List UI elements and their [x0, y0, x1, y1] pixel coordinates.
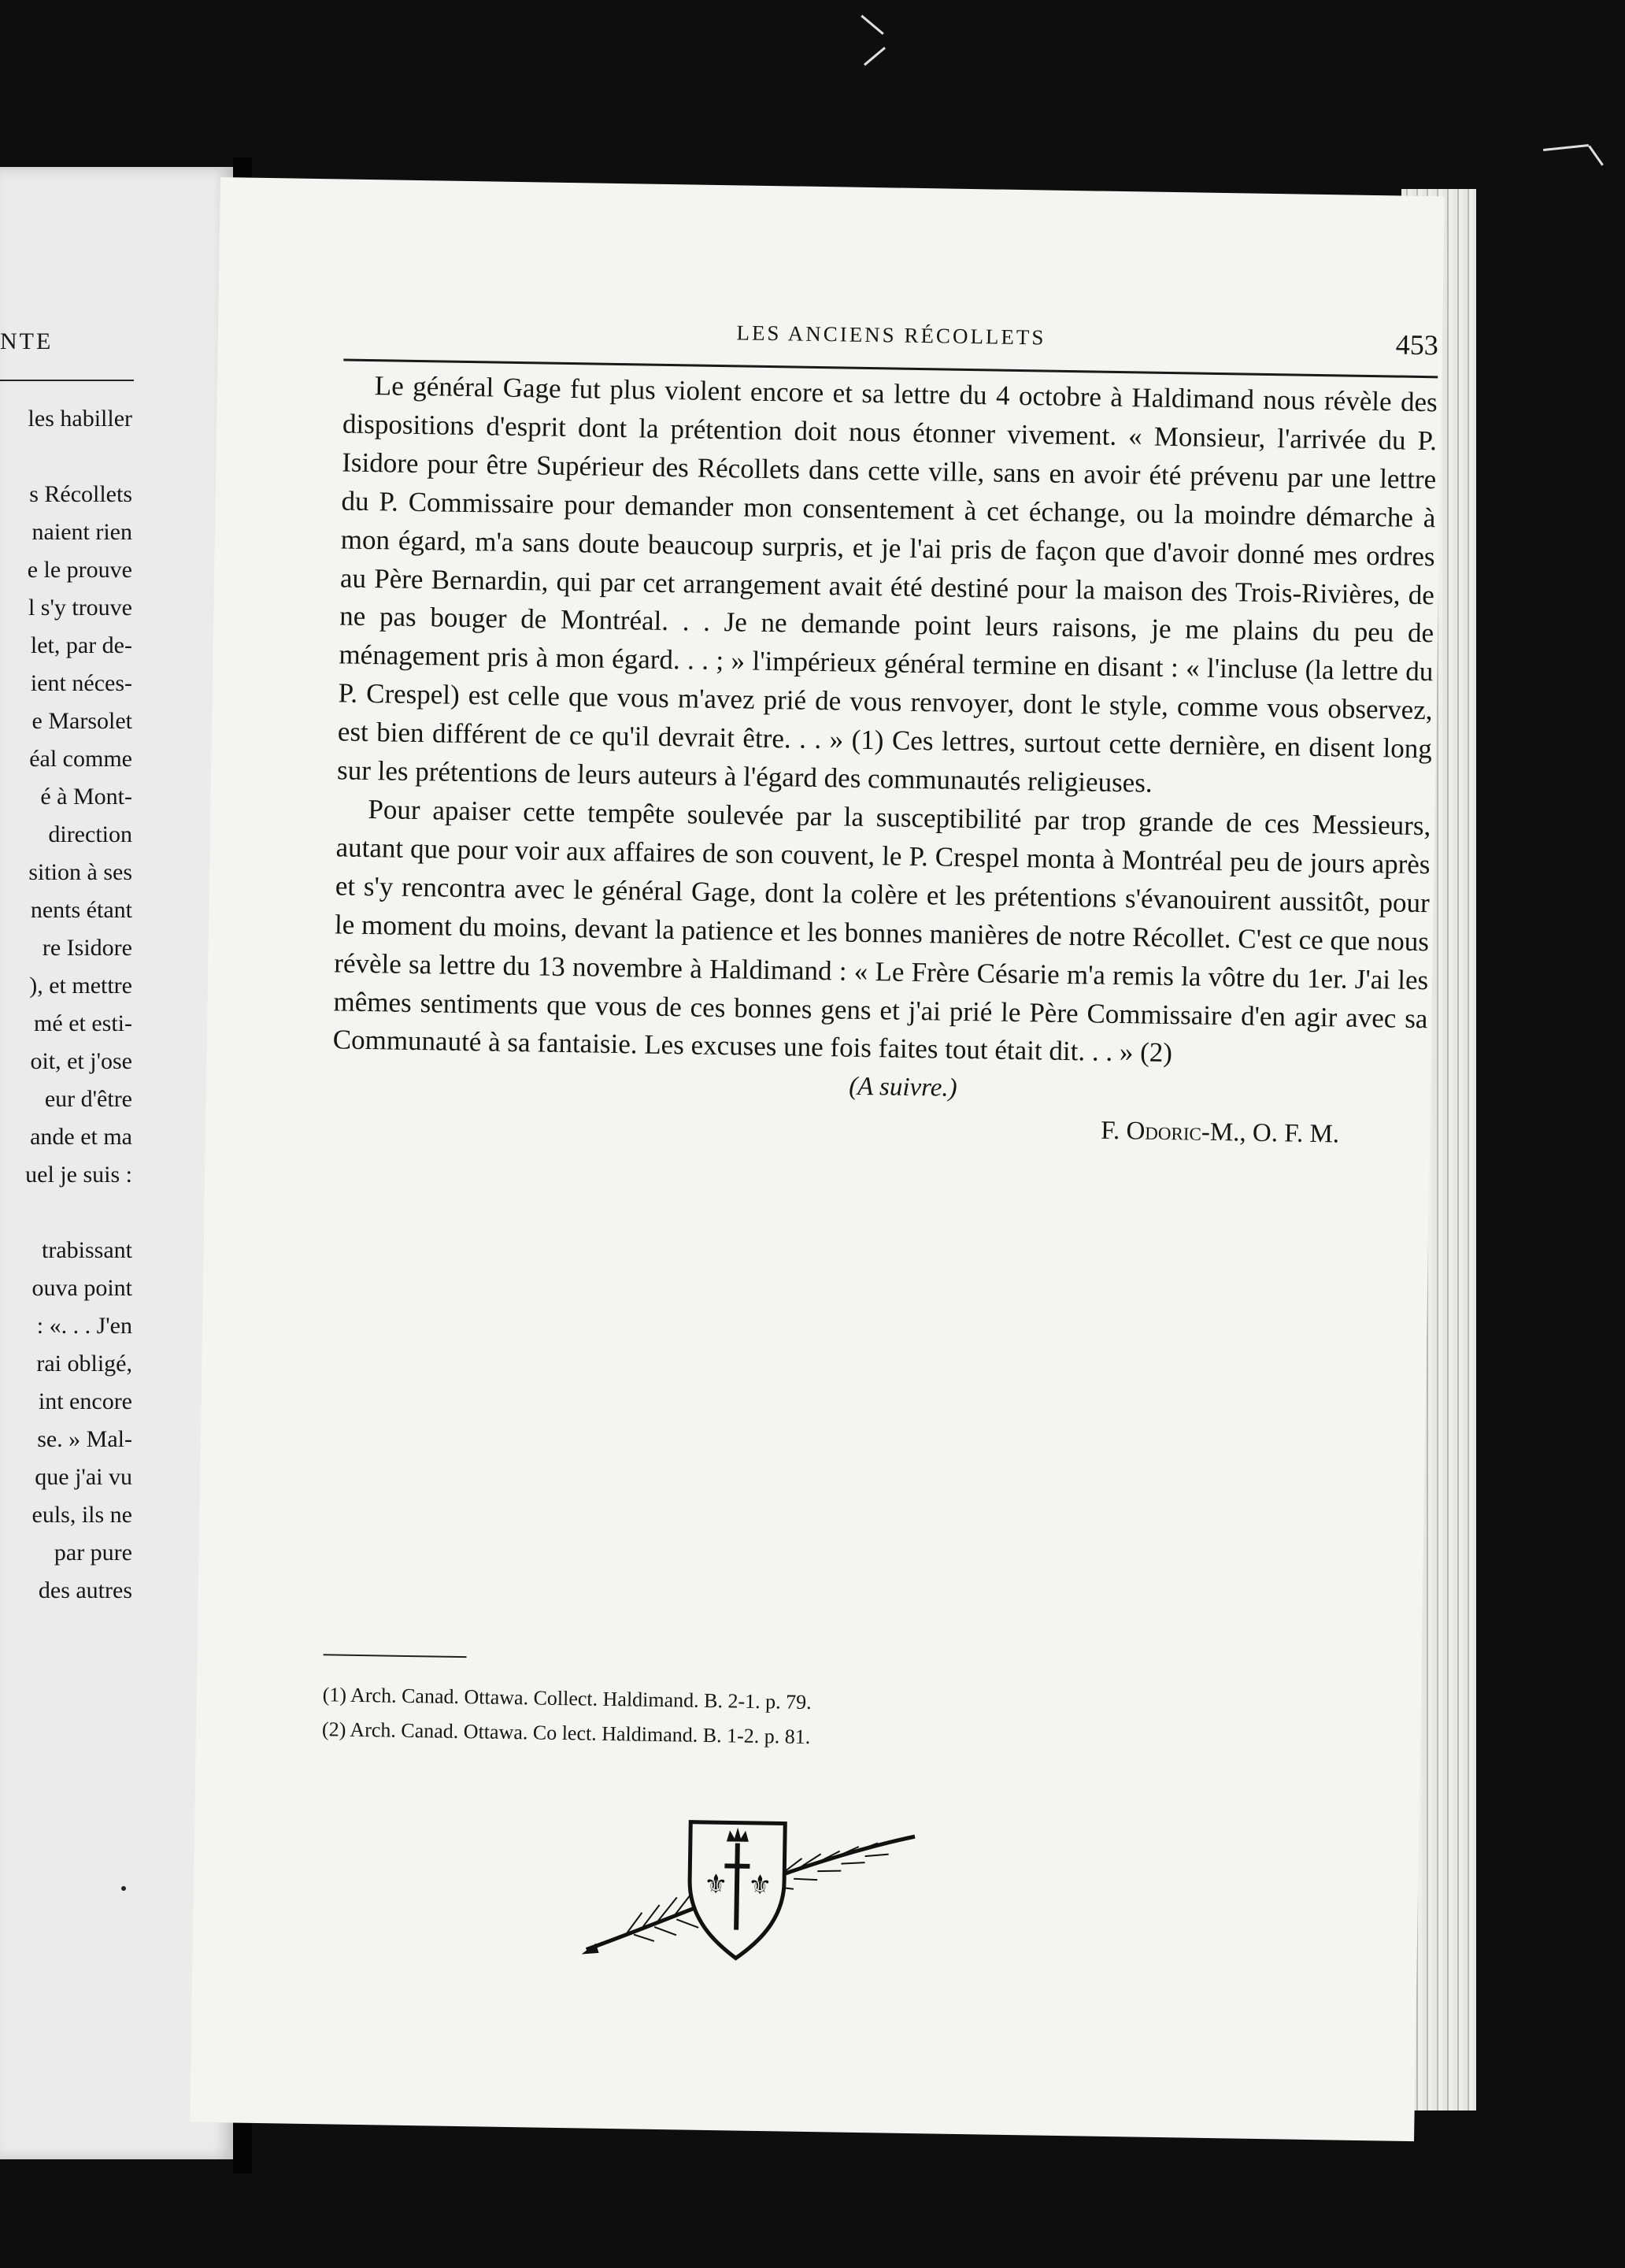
left-head-rule — [0, 380, 134, 381]
text-line: sition à ses — [28, 859, 132, 885]
text-line: direction — [48, 821, 132, 847]
text-line: eur d'être — [44, 1086, 132, 1112]
text-line: ), et mettre — [29, 973, 132, 999]
footnote: (2) Arch. Canad. Ottawa. Co lect. Haldimand. B. 1-2. p. 81. — [321, 1718, 811, 1749]
text-line: é à Mont- — [40, 784, 132, 810]
text-line: naient rien — [31, 519, 132, 545]
text-line: trabissant — [42, 1237, 132, 1263]
text-line: éal comme — [29, 746, 132, 772]
text-line: e le prouve — [27, 557, 132, 583]
text-line: e Marsolet — [31, 708, 132, 734]
text-line: oit, et j'ose — [30, 1048, 132, 1074]
left-running-head: NTE — [0, 328, 54, 354]
footnote: (1) Arch. Canad. Ottawa. Collect. Haldimand. B. 2-1. p. 79. — [322, 1683, 812, 1714]
text-line: let, par de- — [30, 632, 132, 658]
text-line: mé et esti- — [34, 1010, 132, 1036]
text-line: ient néces- — [30, 670, 132, 696]
text-line: nents étant — [30, 897, 132, 923]
text-line: par pure — [54, 1540, 132, 1566]
text-line: que j'ai vu — [35, 1464, 132, 1490]
continued-note: (A suivre.) — [848, 1072, 957, 1103]
text-line: int encore — [38, 1388, 132, 1414]
text-line: se. » Mal- — [37, 1426, 132, 1452]
text-line: rai obligé, — [36, 1351, 132, 1377]
franciscan-crest-ornament — [578, 1815, 919, 1970]
text-line: : «. . . J'en — [36, 1313, 132, 1339]
footnotes — [322, 1677, 812, 1755]
fleur-de-lis-icon: ⚜ — [703, 1868, 728, 1901]
ink-dot — [121, 1886, 126, 1891]
paragraph: Le général Gage fut plus violent encore et sa lettre du 4 octobre à Haldimand nous révèle des dispositions d'esprit dont la prétention doit nous étonner vivement. « Monsieur, l'arrivée du P. Isidore pour être Supérieur des Récollets dans cette ville, sans en avoir été prévenu par une lettre du P. Commissaire pour demander mon consentement à cet échange, ou la moindre démarche à mon égard, m'a sans doute beaucoup surpris, et je l'ai pris de façon que d'avoir donné mes ordres au Père Bernardin, qui par cet arrangement avait été destiné pour la maison des Trois-Rivières, de ne pas bouger de Montréal. . . Je ne demande point leurs raisons, je me plains du peu de ménagement pris à mon égard. . . ; » l'impérieux général termine en disant : « l'incluse (la lettre du P. Crespel) est celle que vous m'avez prié de vous renvoyer, dont le style, comme vous observez, est bien différent de ce qu'il devrait être. . . » (1) Ces lettres, surtout cette dernière, en disent long sur les prétentions de leurs auteurs à l'égard des communautés religieuses. — [336, 370, 1438, 799]
text-line: ande et ma — [30, 1124, 132, 1150]
scan-mark — [864, 46, 886, 65]
text-line: uel je suis : — [25, 1162, 132, 1188]
scan-mark — [1588, 145, 1604, 165]
text-line: des autres — [38, 1577, 132, 1603]
fleur-de-lis-icon: ⚜ — [747, 1869, 772, 1902]
text-line: l s'y trouve — [28, 595, 132, 621]
scan-mark — [1543, 144, 1589, 151]
text-line: re Isidore — [42, 935, 132, 961]
left-page-text — [0, 400, 132, 1610]
scan-mark — [861, 15, 884, 35]
text-line: ouva point — [31, 1275, 132, 1301]
page-body — [321, 366, 1438, 1902]
text-line — [0, 438, 132, 476]
running-title: LES ANCIENS RÉCOLLETS — [736, 321, 1046, 350]
paragraph: Pour apaiser cette tempête soulevée par la susceptibilité par trop grande de ces Messieurs, autant que pour voir aux affaires de son couvent, le P. Crespel monta à Montréal peu de jours après et s'y rencontra avec le général Gage, dont la colère et les prétentions s'évanouirent aussitôt, pour le moment du moins, devant la patience et les bonnes manières de notre Récollet. C'est ce que nous révèle sa lettre du 13 novembre à Haldimand : « Le Frère Césarie m'a remis la vôtre du 1er. J'ai les mêmes sentiments que vous de ces bonnes gens et j'ai prié le Père Commissaire d'en agir avec sa Communauté à sa fantaisie. Les excuses une fois faites tout était dit. . . » (2) — [332, 794, 1431, 1069]
book-page — [190, 177, 1445, 2141]
text-line: s Récollets — [29, 481, 132, 507]
footnote-rule — [324, 1654, 467, 1658]
author-signature: F. Odoric-M., O. F. M. — [1101, 1117, 1340, 1149]
text-line — [0, 1194, 132, 1232]
text-line: les habiller — [28, 406, 132, 432]
text-line: euls, ils ne — [31, 1502, 132, 1528]
page-number: 453 — [1395, 328, 1439, 361]
